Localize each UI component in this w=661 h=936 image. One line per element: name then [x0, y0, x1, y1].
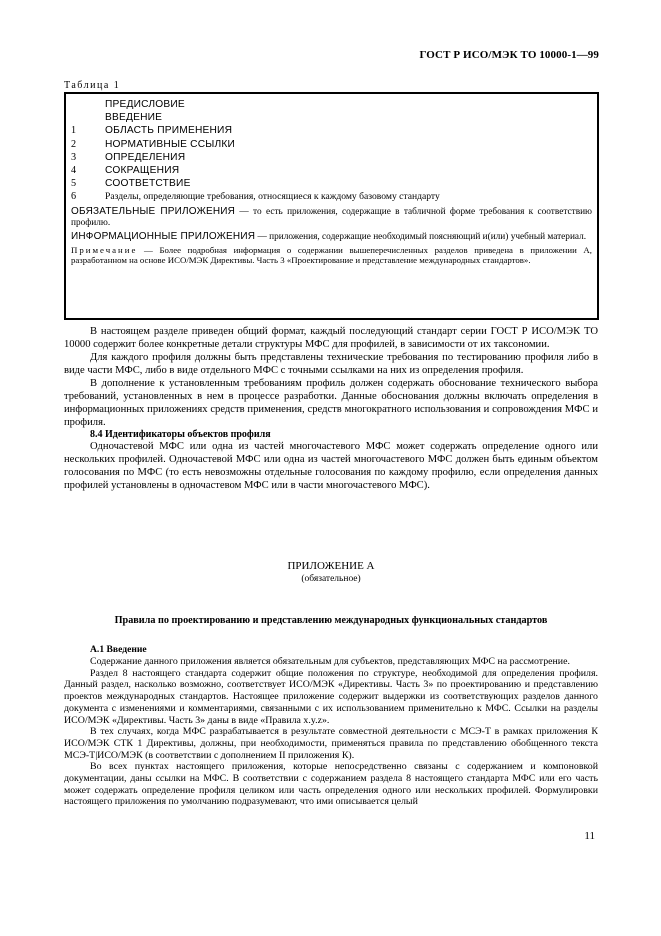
row-text: ОБЛАСТЬ ПРИМЕНЕНИЯ: [105, 125, 233, 137]
table-row: [71, 138, 592, 151]
note-text: — Более подробная информация о содержании вышеперечисленных разделов приведена в приложении А, разработанном на основе ИСО/МЭК Директивы. Часть 3 «Проектирование и представление международных стандартов».: [71, 244, 592, 266]
mandatory-annexes-title: ОБЯЗАТЕЛЬНЫЕ ПРИЛОЖЕНИЯ: [71, 205, 236, 217]
paragraph: В дополнение к установленным требованиям профиль должен содержать обоснование технического выбора требований, установленных в нем в процессе разработки. Данные обоснования должны включать определения в информационных приложениях средств применения, средств многократного использования и сопровождения МФС и профиля.: [64, 378, 598, 428]
row-number: 2: [71, 138, 77, 150]
table-note: [71, 245, 592, 265]
annex-heading-block: [64, 614, 598, 627]
section-heading: 8.4 Идентификаторы объектов профиля: [90, 429, 271, 440]
paragraph: В настоящем разделе приведен общий формат, каждый последующий стандарт серии ГОСТ Р ИСО/МЭК ТО 10000 содержит более конкретные детали структуры МФС для профилей, в зависимости от их таксономии.: [64, 326, 598, 350]
section-heading: А.1 Введение: [90, 644, 147, 655]
annex-heading: Правила по проектированию и представлению международных функциональных стандартов: [114, 615, 548, 626]
row-text: СООТВЕТСТВИЕ: [105, 178, 191, 190]
table-row: [71, 124, 592, 137]
body-section: [64, 325, 598, 492]
table-row: [71, 98, 592, 111]
row-text: Разделы, определяющие требования, относящиеся к каждому базовому стандарту: [105, 191, 440, 203]
mandatory-annexes-entry: [71, 206, 592, 230]
row-number: 1: [71, 125, 77, 137]
annex-status: (обязательное): [301, 574, 361, 584]
row-text: ОПРЕДЕЛЕНИЯ: [105, 151, 186, 163]
table-row: [71, 190, 592, 203]
row-number: 3: [71, 151, 77, 163]
paragraph: Раздел 8 настоящего стандарта содержит общие положения по структуре, необходимой для определения профиля. Данный раздел, насколько возможно, соответствует ИСО/МЭК «Директивы. Часть 3» по проектированию и представлению проектов международных стандартов. Настоящее приложение содержит выдержки из соответствующих разделов данного документа с изменениями и комментариями, связанными с их использованием применительно к МФС. Ссылки на разделы ИСО/МЭК «Директивы. Часть 3» даны в виде «Правила x.y.z».: [64, 667, 598, 726]
annex-title: ПРИЛОЖЕНИЕ А: [287, 560, 375, 572]
paragraph: В тех случаях, когда МФС разрабатывается в результате совместной деятельности с МСЭ-Т в рамках приложения К ИСО/МЭК СТК 1 Директивы, должны, при необходимости, применяться правила по представлению обобщенного текста МСЭ-Т|ИСО/МЭК (в соответствии с дополнением II приложения К).: [64, 726, 598, 761]
row-text: НОРМАТИВНЫЕ ССЫЛКИ: [105, 138, 236, 150]
row-text: СОКРАЩЕНИЯ: [105, 165, 180, 177]
table-row: [71, 111, 592, 124]
row-number: [71, 98, 105, 111]
table-row: [71, 177, 592, 190]
paragraph: Одночастевой МФС или одна из частей многочастевого МФС может содержать определение одного или нескольких профилей. Одночастевой МФС или одна из частей многочастевого МФС должен быть единым объектом голосования по МФС (то есть невозможны отдельные голосования по каждому профилю, если определения данных профилей установлены в одночастевом МФС или в части многочастевого МФС).: [64, 441, 598, 491]
annex-title-block: [64, 560, 598, 585]
row-text: ВВЕДЕНИЕ: [105, 112, 163, 124]
informative-annexes-title: ИНФОРМАЦИОННЫЕ ПРИЛОЖЕНИЯ: [71, 231, 256, 243]
page-number: 11: [584, 830, 595, 842]
table-row: [71, 164, 592, 177]
document-code-header: ГОСТ Р ИСО/МЭК ТО 10000-1—99: [419, 49, 599, 61]
row-number: 6: [71, 191, 77, 203]
annex-section: [64, 644, 598, 808]
table-caption: Таблица 1: [64, 80, 121, 91]
row-number: 4: [71, 165, 77, 177]
informative-annexes-entry: [71, 231, 592, 243]
paragraph: Для каждого профиля должны быть представлены технические требования по тестированию профиля либо в виде части МФС, либо в виде отдельного МФС с точными ссылками на них из определения профиля.: [64, 352, 598, 376]
paragraph: Во всех пунктах настоящего приложения, которые непосредственно связаны с содержанием и компоновкой документации, даны ссылки на МФС. В соответствии с содержанием раздела 8 настоящего стандарта МФС или его часть может содержать определение профиля целиком или часть определения одного или нескольких профилей. Формулировки настоящего приложения по умолчанию подразумевают, что ими описывается целый: [64, 761, 598, 808]
row-number: 5: [71, 178, 77, 190]
informative-annexes-text: — приложения, содержащие необходимый поясняющий и(или) учебный материал.: [255, 232, 587, 243]
table-row: [71, 151, 592, 164]
mandatory-annexes-text: — то есть приложения, содержащие в табличной форме требования к соответствию профилю.: [71, 206, 592, 229]
paragraph: Содержание данного приложения является обязательным для субъектов, представляющих МФС на рассмотрение.: [90, 656, 570, 667]
note-label: Примечание: [71, 244, 138, 255]
row-number: [71, 111, 105, 124]
row-text: ПРЕДИСЛОВИЕ: [105, 99, 185, 110]
table-1: [64, 92, 599, 320]
